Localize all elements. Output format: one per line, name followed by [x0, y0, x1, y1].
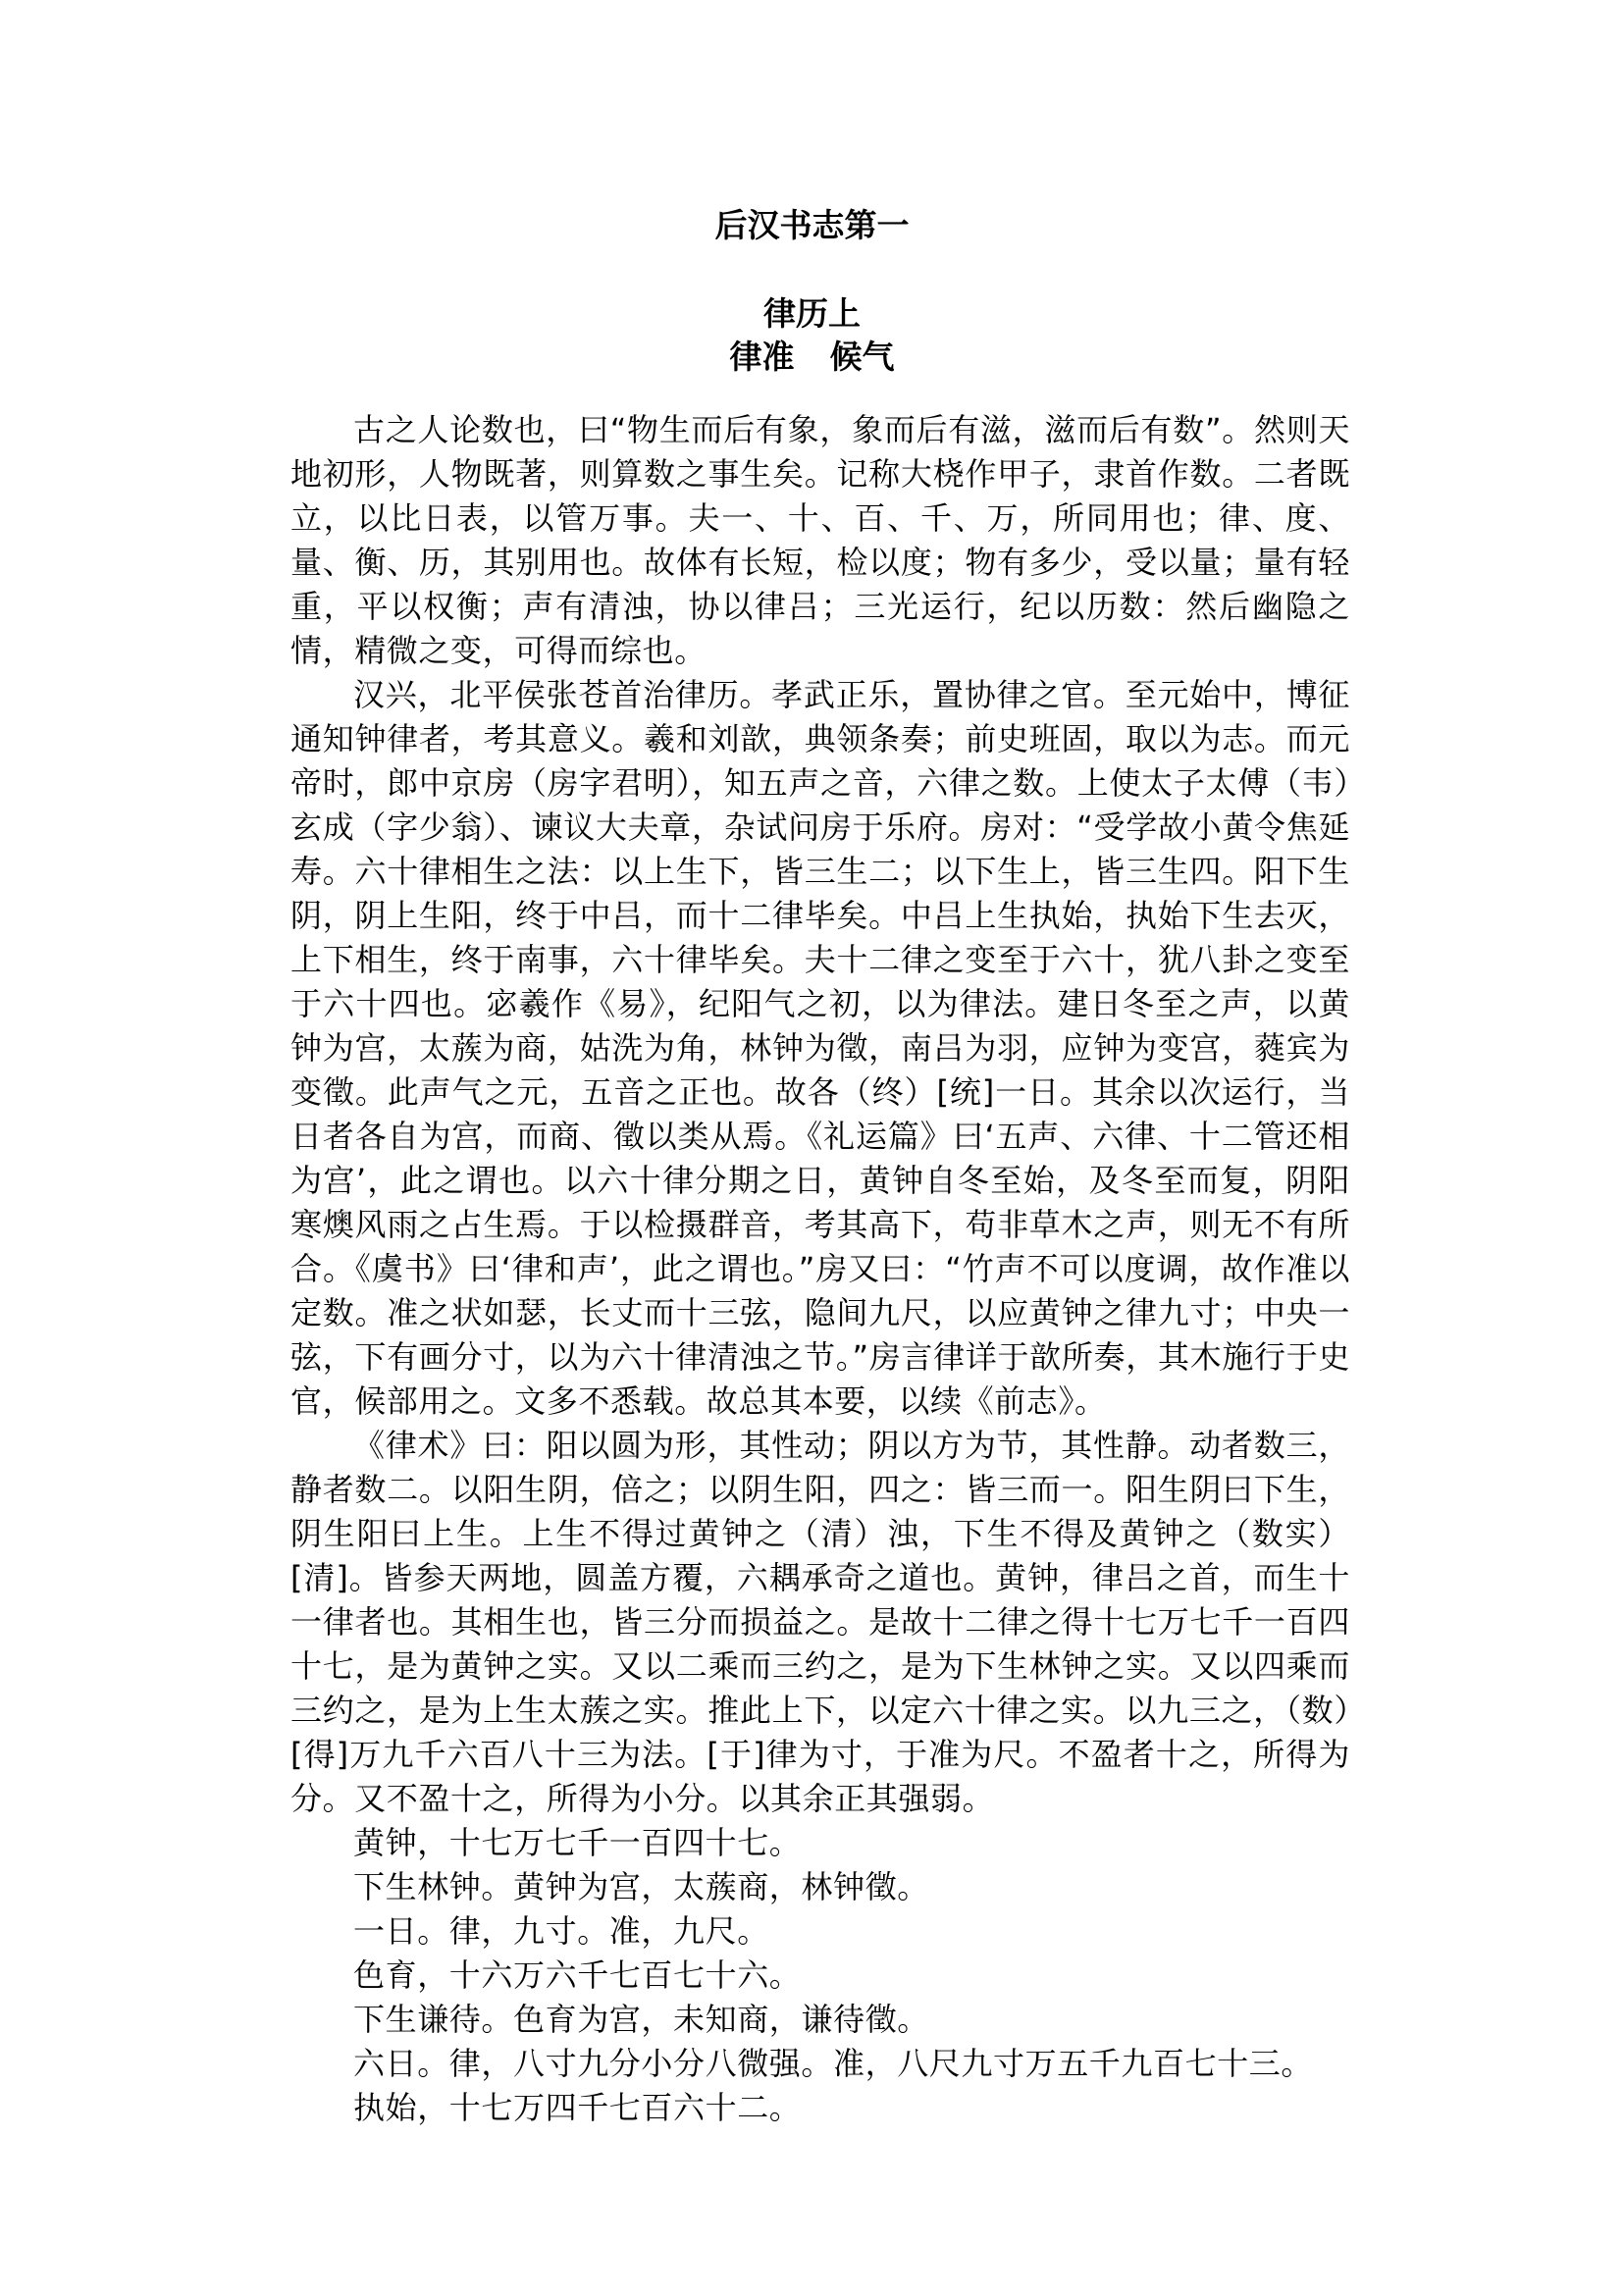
- paragraph-2: 汉兴，北平侯张苍首治律历。孝武正乐，置协律之官。至元始中，博征通知钟律者，考其意义。羲和刘歆，典领条奏；前史班固，取以为志。而元帝时，郎中京房（房字君明），知五声之音，六律之数。上使太子太傅（韦）玄成（字少翁）、谏议大夫章，杂试问房于乐府。房对：“受学故小黄令焦延寿。六十律相生之法：以上生下，皆三生二；以下生上，皆三生四。阳下生阴，阴上生阳，终于中吕，而十二律毕矣。中吕上生执始，执始下生去灭，上下相生，终于南事，六十律毕矣。夫十二律之变至于六十，犹八卦之变至于六十四也。宓羲作《易》，纪阳气之初，以为律法。建日冬至之声，以黄钟为宫，太蔟为商，姑洗为角，林钟为徵，南吕为羽，应钟为变宫，蕤宾为变徵。此声气之元，五音之正也。故各（终）[统]一日。其余以次运行，当日者各自为宫，而商、徵以类从焉。《礼运篇》曰‘五声、六律、十二管还相为宫’，此之谓也。以六十律分期之日，黄钟自冬至始，及冬至而复，阴阳寒燠风雨之占生焉。于以检摄群音，考其高下，苟非草木之声，则无不有所合。《虞书》曰‘律和声’，此之谓也。”房又曰：“竹声不可以度调，故作准以定数。准之状如瑟，长丈而十三弦，隐间九尺，以应黄钟之律九寸；中央一弦，下有画分寸，以为六十律清浊之节。”房言律详于歆所奏，其木施行于史官，候部用之。文多不悉载。故总其本要，以续《前志》。: [290, 676, 1350, 1420]
- paragraph-3: 《律术》曰：阳以圆为形，其性动；阴以方为节，其性静。动者数三，静者数二。以阳生阴，倍之；以阴生阳，四之：皆三而一。阳生阴曰下生，阴生阳曰上生。上生不得过黄钟之（清）浊，下生不得及黄钟之（数实）[清]。皆参天两地，圆盖方覆，六耦承奇之道也。黄钟，律吕之首，而生十一律者也。其相生也，皆三分而损益之。是故十二律之得十七万七千一百四十七，是为黄钟之实。又以二乘而三约之，是为下生林钟之实。又以四乘而三约之，是为上生太蔟之实。推此上下，以定六十律之实。以九三之，（数）[得]万九千六百八十三为法。[于]律为寸，于准为尺。不盈者十之，所得为分。又不盈十之，所得为小分。以其余正其强弱。: [290, 1427, 1350, 1817]
- entry-line: 色育，十六万六千七百七十六。: [353, 1956, 802, 1994]
- entry-line: 下生林钟。黄钟为宫，太蔟商，林钟徵。: [353, 1868, 929, 1905]
- entry-line: 一日。律，九寸。准，九尺。: [353, 1912, 769, 1950]
- body-text: [290, 408, 1350, 2130]
- entry-line: 六日。律，八寸九分小分八微强。准，八尺九寸万五千九百七十三。: [353, 2045, 1314, 2082]
- paragraph-1: 古之人论数也，曰“物生而后有象，象而后有滋，滋而后有数”。然则天地初形，人物既著，则算数之事生矣。记称大桡作甲子，隶首作数。二者既立，以比日表，以管万事。夫一、十、百、千、万，所同用也；律、度、量、衡、历，其别用也。故体有长短，检以度；物有多少，受以量；量有轻重，平以权衡；声有清浊，协以律吕；三光运行，纪以历数：然后幽隐之情，精微之变，可得而综也。: [290, 411, 1350, 669]
- section-heading-lvzhun: 律准: [729, 338, 795, 376]
- section-headings: [0, 338, 1624, 377]
- entry-line: 下生谦待。色育为宫，未知商，谦待徵。: [353, 2001, 929, 2038]
- section-heading-houqi: 候气: [829, 338, 895, 376]
- document-title: 后汉书志第一: [714, 206, 910, 244]
- entry-line: 执始，十七万四千七百六十二。: [353, 2089, 802, 2126]
- entry-line: 黄钟，十七万七千一百四十七。: [353, 1824, 802, 1861]
- chapter-title: 律历上: [763, 294, 861, 333]
